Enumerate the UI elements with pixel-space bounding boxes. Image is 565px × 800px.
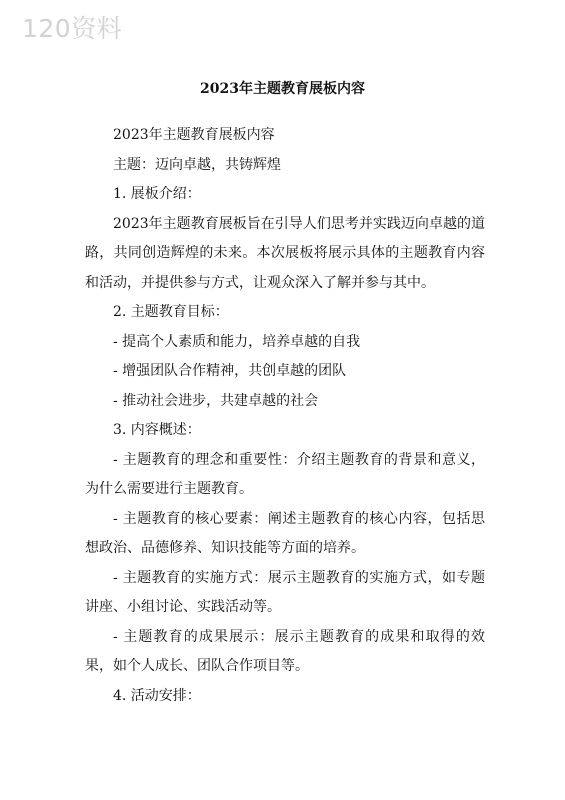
paragraph-intro: 2023年主题教育展板旨在引导人们思考并实践迈向卓越的道路，共同创造辉煌的未来。本次展板将展示具体的主题教育内容和活动，并提供参与方式，让观众深入了解并参与其中。 [85, 215, 485, 291]
section-heading-3: 3. 内容概述： [113, 422, 201, 438]
list-item: - 主题教育的实施方式：展示主题教育的实施方式，如专题讲座、小组讨论、实践活动等。 [85, 569, 485, 615]
section-heading-2: 2. 主题教育目标： [113, 304, 229, 320]
paragraph-theme: 主题：迈向卓越，共铸辉煌 [113, 156, 281, 173]
section-heading-4: 4. 活动安排： [113, 687, 201, 704]
paragraph-subtitle: 2023年主题教育展板内容 [113, 127, 275, 143]
list-item: - 主题教育的成果展示：展示主题教育的成果和取得的效果，如个人成长、团队合作项目等。 [85, 628, 485, 674]
document-title: 2023年主题教育展板内容 [200, 81, 365, 97]
list-item: - 提高个人素质和能力，培养卓越的自我 [113, 333, 361, 350]
list-item: - 增强团队合作精神，共创卓越的团队 [113, 363, 347, 379]
section-heading-1: 1. 展板介绍： [113, 186, 201, 202]
list-item: - 主题教育的核心要素：阐述主题教育的核心内容，包括思想政治、品德修养、知识技能等方面的培养。 [85, 510, 485, 556]
watermark-logo: 120资料 [22, 14, 123, 43]
list-item: - 推动社会进步，共建卓越的社会 [113, 392, 319, 409]
list-item: - 主题教育的理念和重要性：介绍主题教育的背景和意义，为什么需要进行主题教育。 [85, 451, 485, 497]
document-body [85, 121, 485, 711]
